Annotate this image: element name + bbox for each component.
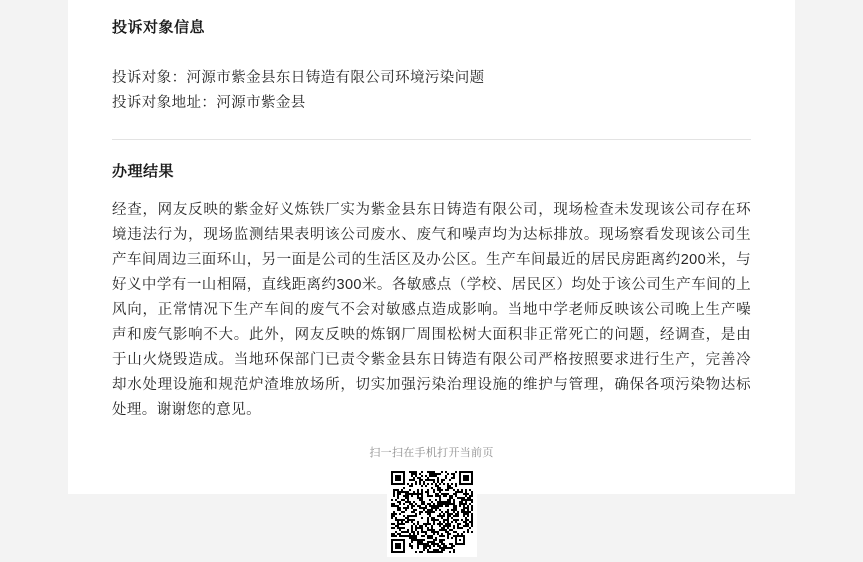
qr-code-icon xyxy=(387,467,477,557)
field-value-complaint-address: 河源市紫金县 xyxy=(216,95,306,111)
section-title-handling-result: 办理结果 xyxy=(112,163,175,180)
field-label-complaint-address: 投诉对象地址： xyxy=(112,95,217,111)
handling-result-body: 经查，网友反映的紫金好义炼铁厂实为紫金县东日铸造有限公司，现场检查未发现该公司存在环境违法行为，现场监测结果表明该公司废水、废气和噪声均为达标排放。现场察看发现该公司生产车间周边三面环山，另一面是公司的生活区及办公区。生产车间最近的居民房距离约200米，与好义中学有一山相隔，直线距离约300米。各敏感点（学校、居民区）均处于该公司生产车间的上风向，正常情况下生产车间的废气不会对敏感点造成影响。当地中学老师反映该公司晚上生产噪声和废气影响不大。此外，网友反映的炼钢厂周围松树大面积非正常死亡的问题，经调查，是由于山火烧毁造成。当地环保部门已责令紫金县东日铸造有限公司严格按照要求进行生产，完善冷却水处理设施和规范炉渣堆放场所，切实加强污染治理设施的维护与管理，确保各项污染物达标处理。谢谢您的意见。 xyxy=(112,202,751,418)
document-sheet xyxy=(68,0,795,494)
qr-code-canvas xyxy=(391,471,473,553)
field-complaint-address xyxy=(112,91,751,116)
field-value-complaint-target: 河源市紫金县东日铸造有限公司环境污染问题 xyxy=(186,70,485,86)
complaint-target-section xyxy=(68,0,795,116)
qr-section xyxy=(112,445,751,562)
qr-caption: 扫一扫在手机打开当前页 xyxy=(369,447,494,459)
handling-result-section xyxy=(68,140,795,562)
section-title-complaint-target: 投诉对象信息 xyxy=(112,19,206,36)
field-label-complaint-target: 投诉对象： xyxy=(112,70,187,86)
field-complaint-target xyxy=(112,39,751,91)
